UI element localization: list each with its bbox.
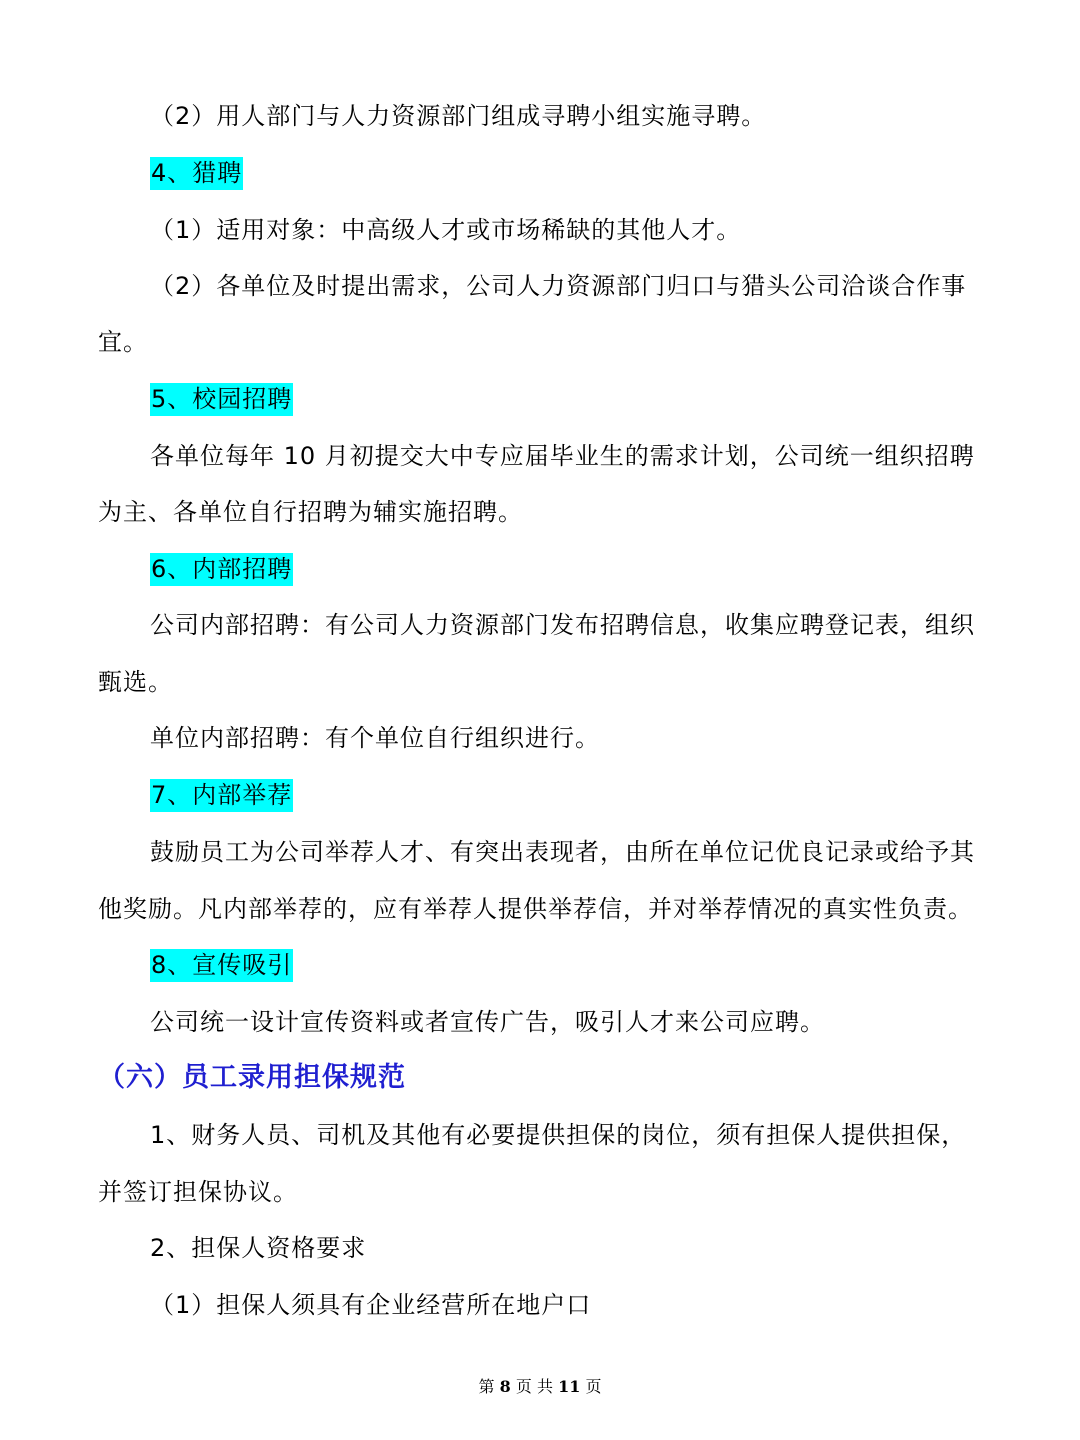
subheading-5 [150, 384, 1040, 414]
subheading-5-text: 5、校园招聘 [150, 383, 293, 416]
subheading-4-text: 4、猎聘 [150, 157, 243, 190]
subheading-8 [150, 950, 1040, 980]
paragraph-line: 并签订担保协议。 [98, 1178, 298, 1206]
footer-prefix: 第 [478, 1377, 495, 1396]
paragraph-line: 2、担保人资格要求 [150, 1234, 367, 1262]
paragraph-line: 他奖励。凡内部举荐的，应有举荐人提供举荐信，并对举荐情况的真实性负责。 [98, 895, 973, 923]
paragraph-line: 甄选。 [98, 668, 173, 696]
paragraph-line: （2）用人部门与人力资源部门组成寻聘小组实施寻聘。 [150, 102, 767, 130]
paragraph-line: 为主、各单位自行招聘为辅实施招聘。 [98, 498, 523, 526]
paragraph-line: 宜。 [98, 328, 148, 356]
subheading-4 [150, 158, 1040, 188]
paragraph-line: 鼓励员工为公司举荐人才、有突出表现者，由所在单位记优良记录或给予其 [150, 838, 975, 866]
section-title-6: （六）员工录用担保规范 [98, 1062, 406, 1093]
footer-page-number: 8 [499, 1377, 511, 1396]
footer-middle: 页 共 [515, 1377, 553, 1396]
paragraph-line: （1）担保人须具有企业经营所在地户口 [150, 1291, 592, 1319]
paragraph-line: （1）适用对象：中高级人才或市场稀缺的其他人才。 [150, 216, 742, 244]
subheading-6 [150, 554, 1040, 584]
footer-total-pages: 11 [558, 1377, 581, 1396]
paragraph-line: 各单位每年 10 月初提交大中专应届毕业生的需求计划，公司统一组织招聘 [150, 442, 975, 470]
subheading-7-text: 7、内部举荐 [150, 779, 293, 812]
page-footer [0, 1376, 1080, 1398]
paragraph-line: 公司内部招聘：有公司人力资源部门发布招聘信息，收集应聘登记表，组织 [150, 611, 975, 639]
paragraph-line: （2）各单位及时提出需求，公司人力资源部门归口与猎头公司洽谈合作事 [150, 272, 967, 300]
subheading-6-text: 6、内部招聘 [150, 553, 293, 586]
subheading-8-text: 8、宣传吸引 [150, 949, 293, 982]
footer-suffix: 页 [585, 1377, 602, 1396]
paragraph-line: 单位内部招聘：有个单位自行组织进行。 [150, 724, 600, 752]
paragraph-line: 1、财务人员、司机及其他有必要提供担保的岗位，须有担保人提供担保， [150, 1121, 967, 1149]
paragraph-line: 公司统一设计宣传资料或者宣传广告，吸引人才来公司应聘。 [150, 1008, 825, 1036]
subheading-7 [150, 780, 1040, 810]
